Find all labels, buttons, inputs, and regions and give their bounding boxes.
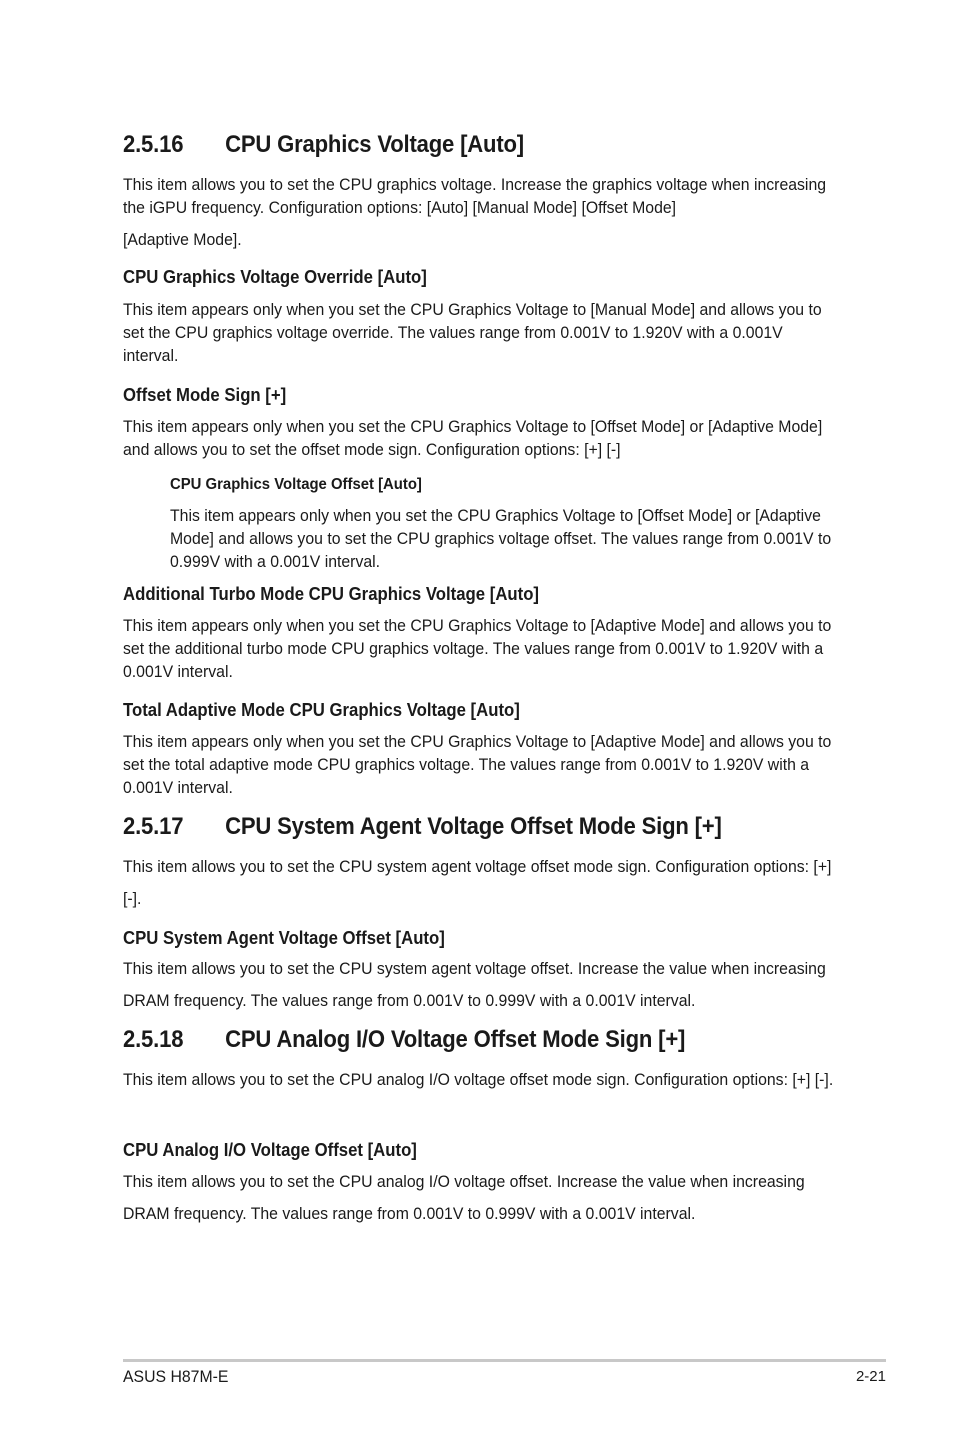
- subitem-body: This item appears only when you set the CPU Graphics Voltage to [Offset Mode] or [Adaptive Mode] and allows you to set the CPU graphics voltage offset. The values range from 0.001V to 0.999V with a 0.001V interval.: [170, 506, 832, 571]
- item-body: This item appears only when you set the CPU Graphics Voltage to [Adaptive Mode] and allows you to set the total adaptive mode CPU graphics voltage. The values range from 0.001V to 1.920V with a 0.001V interval.: [123, 732, 832, 797]
- section-body-tail: [Adaptive Mode].: [123, 230, 242, 249]
- item-heading: CPU Graphics Voltage Override [Auto]: [123, 267, 427, 287]
- item-body: This item allows you to set the CPU system agent voltage offset. Increase the value when increasing DRAM frequency. The values range from 0.001V to 0.999V with a 0.001V interval.: [123, 959, 826, 1010]
- footer-divider: [123, 1359, 886, 1362]
- item-heading: Total Adaptive Mode CPU Graphics Voltage [Auto]: [123, 700, 520, 720]
- section-title: CPU Graphics Voltage [Auto]: [225, 131, 524, 158]
- item-heading: Offset Mode Sign [+]: [123, 385, 287, 405]
- section-number: 2.5.16: [123, 131, 184, 158]
- section-body: This item allows you to set the CPU system agent voltage offset mode sign. Configuration options: [+] [-].: [123, 857, 832, 908]
- item-heading: CPU Analog I/O Voltage Offset [Auto]: [123, 1140, 417, 1160]
- item-heading: CPU System Agent Voltage Offset [Auto]: [123, 928, 445, 948]
- section-body: This item allows you to set the CPU graphics voltage. Increase the graphics voltage when increasing the iGPU frequency. Configuration options: [Auto] [Manual Mode] [Offset Mode]: [123, 175, 827, 217]
- section-title: CPU System Agent Voltage Offset Mode Sign [+]: [225, 813, 722, 840]
- item-body: This item appears only when you set the CPU Graphics Voltage to [Adaptive Mode] and allows you to set the additional turbo mode CPU graphics voltage. The values range from 0.001V to 1.920V with a 0.001V interval.: [123, 616, 832, 681]
- section-number: 2.5.17: [123, 813, 184, 840]
- section-heading-2-5-17: [123, 813, 722, 841]
- section-body: This item allows you to set the CPU analog I/O voltage offset mode sign. Configuration options: [+] [-].: [123, 1070, 834, 1089]
- footer-product-name: ASUS H87M-E: [123, 1367, 229, 1386]
- section-number: 2.5.18: [123, 1026, 184, 1053]
- item-body: This item appears only when you set the CPU Graphics Voltage to [Offset Mode] or [Adaptive Mode] and allows you to set the offset mode sign. Configuration options: [+] [-]: [123, 417, 823, 459]
- item-body: This item allows you to set the CPU analog I/O voltage offset. Increase the value when increasing DRAM frequency. The values range from 0.001V to 0.999V with a 0.001V interval.: [123, 1172, 805, 1223]
- section-heading-2-5-16: [123, 131, 524, 159]
- item-heading: Additional Turbo Mode CPU Graphics Voltage [Auto]: [123, 584, 540, 604]
- section-heading-2-5-18: [123, 1026, 685, 1054]
- subitem-heading: CPU Graphics Voltage Offset [Auto]: [170, 476, 422, 493]
- item-body: This item appears only when you set the CPU Graphics Voltage to [Manual Mode] and allows you to set the CPU graphics voltage override. The values range from 0.001V to 1.920V with a 0.001V interval.: [123, 300, 822, 365]
- section-title: CPU Analog I/O Voltage Offset Mode Sign [+]: [225, 1026, 686, 1053]
- footer-page-number: 2-21: [855, 1368, 886, 1385]
